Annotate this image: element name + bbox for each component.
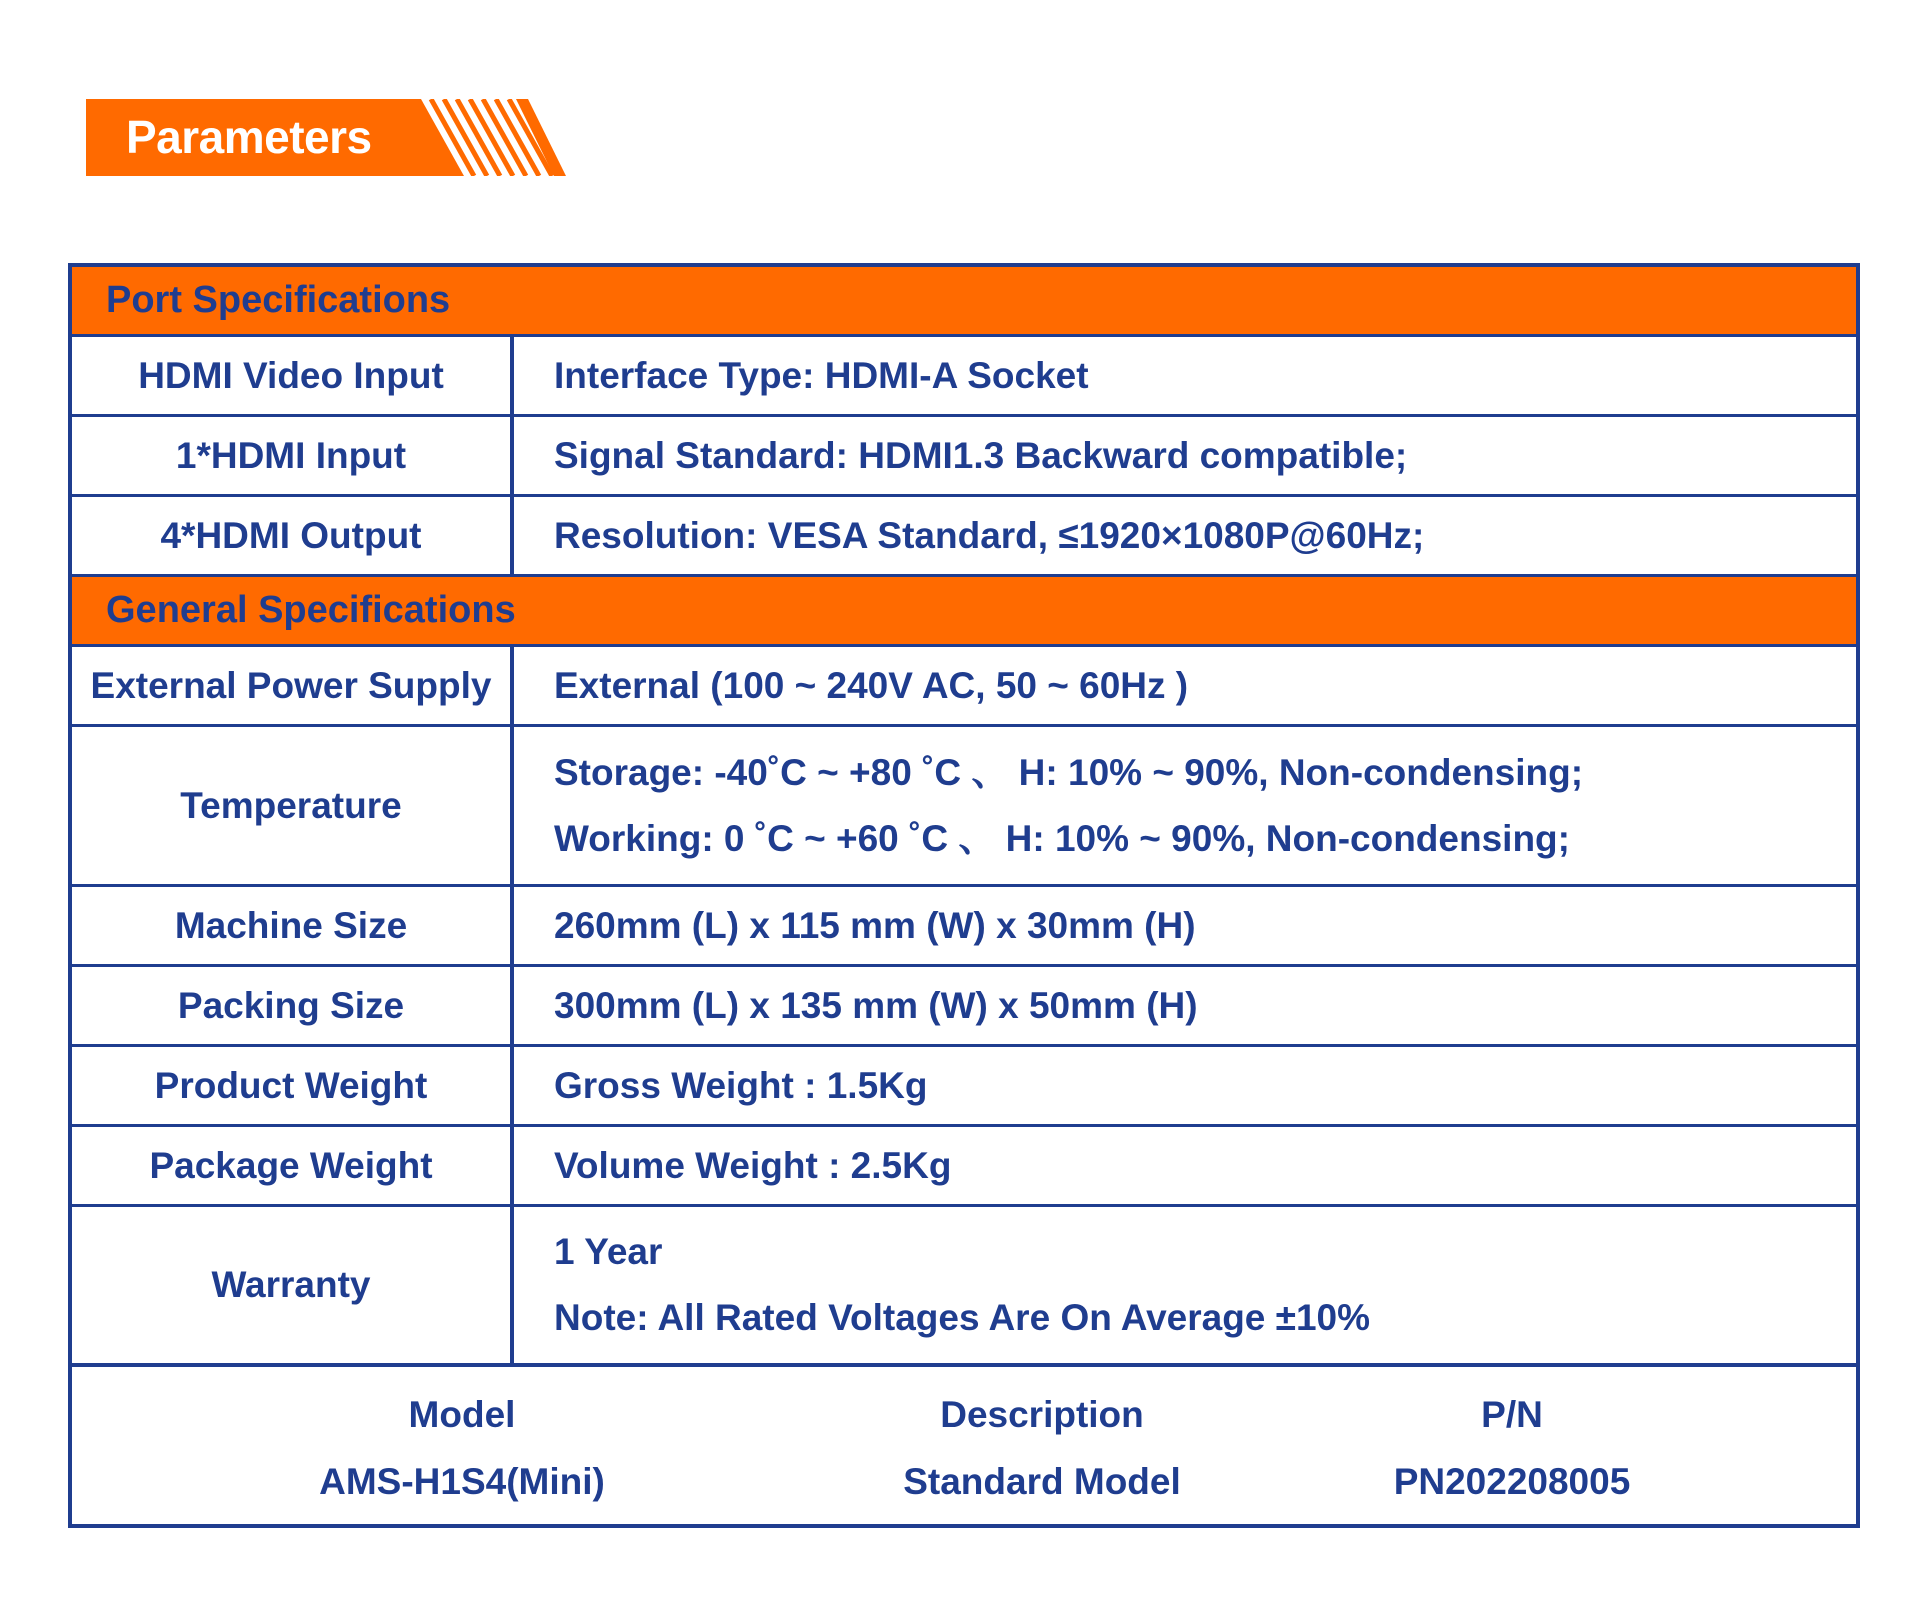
row-label: HDMI Video Input [72, 337, 514, 414]
model-value: AMS-H1S4(Mini) [319, 1461, 605, 1502]
storage-temperature: Storage: -40˚C ~ +80 ˚C 、 H: 10% ~ 90%, Non-condensing; [554, 751, 1584, 793]
pn-value: PN202208005 [1393, 1461, 1631, 1502]
row-label: 4*HDMI Output [72, 497, 514, 574]
table-row [72, 337, 1856, 417]
row-label: Temperature [72, 727, 514, 884]
pn-header: P/N [1481, 1394, 1543, 1435]
description-header: Description [940, 1394, 1144, 1435]
section-header-port: Port Specifications [72, 267, 1856, 337]
table-row [72, 1047, 1856, 1127]
row-label: Package Weight [72, 1127, 514, 1204]
pn-column [1342, 1381, 1682, 1515]
row-value: Gross Weight : 1.5Kg [554, 1064, 928, 1106]
warranty-note: Note: All Rated Voltages Are On Average ±10% [554, 1297, 1371, 1338]
row-value: Signal Standard: HDMI1.3 Backward compatible; [554, 434, 1408, 476]
section-header-general: General Specifications [72, 577, 1856, 647]
table-row [72, 967, 1856, 1047]
row-label: 1*HDMI Input [72, 417, 514, 494]
working-temperature: Working: 0 ˚C ~ +60 ˚C 、 H: 10% ~ 90%, Non-condensing; [554, 817, 1570, 859]
spec-table [68, 263, 1860, 1528]
row-label: Packing Size [72, 967, 514, 1044]
table-row [72, 417, 1856, 497]
row-value: 260mm (L) x 115 mm (W) x 30mm (H) [554, 904, 1196, 946]
row-label: Machine Size [72, 887, 514, 964]
banner-title: Parameters [126, 111, 372, 163]
description-column [842, 1381, 1242, 1515]
row-value: Resolution: VESA Standard, ≤1920×1080P@60Hz; [554, 514, 1425, 556]
table-row [72, 497, 1856, 577]
row-value: Interface Type: HDMI-A Socket [554, 354, 1089, 396]
model-column [282, 1381, 642, 1515]
row-value [514, 727, 1856, 884]
parameters-banner [86, 99, 566, 176]
table-row-temperature [72, 727, 1856, 887]
row-value [514, 1207, 1856, 1363]
row-value: External (100 ~ 240V AC, 50 ~ 60Hz ) [554, 664, 1189, 706]
row-label: Product Weight [72, 1047, 514, 1124]
table-row-power [72, 647, 1856, 727]
model-info-block [72, 1367, 1856, 1524]
model-header: Model [408, 1394, 516, 1435]
row-value: Volume Weight : 2.5Kg [554, 1144, 952, 1186]
table-row [72, 887, 1856, 967]
row-label: External Power Supply [72, 647, 514, 724]
row-label: Warranty [72, 1207, 514, 1363]
row-value: 300mm (L) x 135 mm (W) x 50mm (H) [554, 984, 1198, 1026]
table-row [72, 1127, 1856, 1207]
description-value: Standard Model [903, 1461, 1181, 1502]
warranty-period: 1 Year [554, 1231, 663, 1272]
table-row-warranty [72, 1207, 1856, 1367]
